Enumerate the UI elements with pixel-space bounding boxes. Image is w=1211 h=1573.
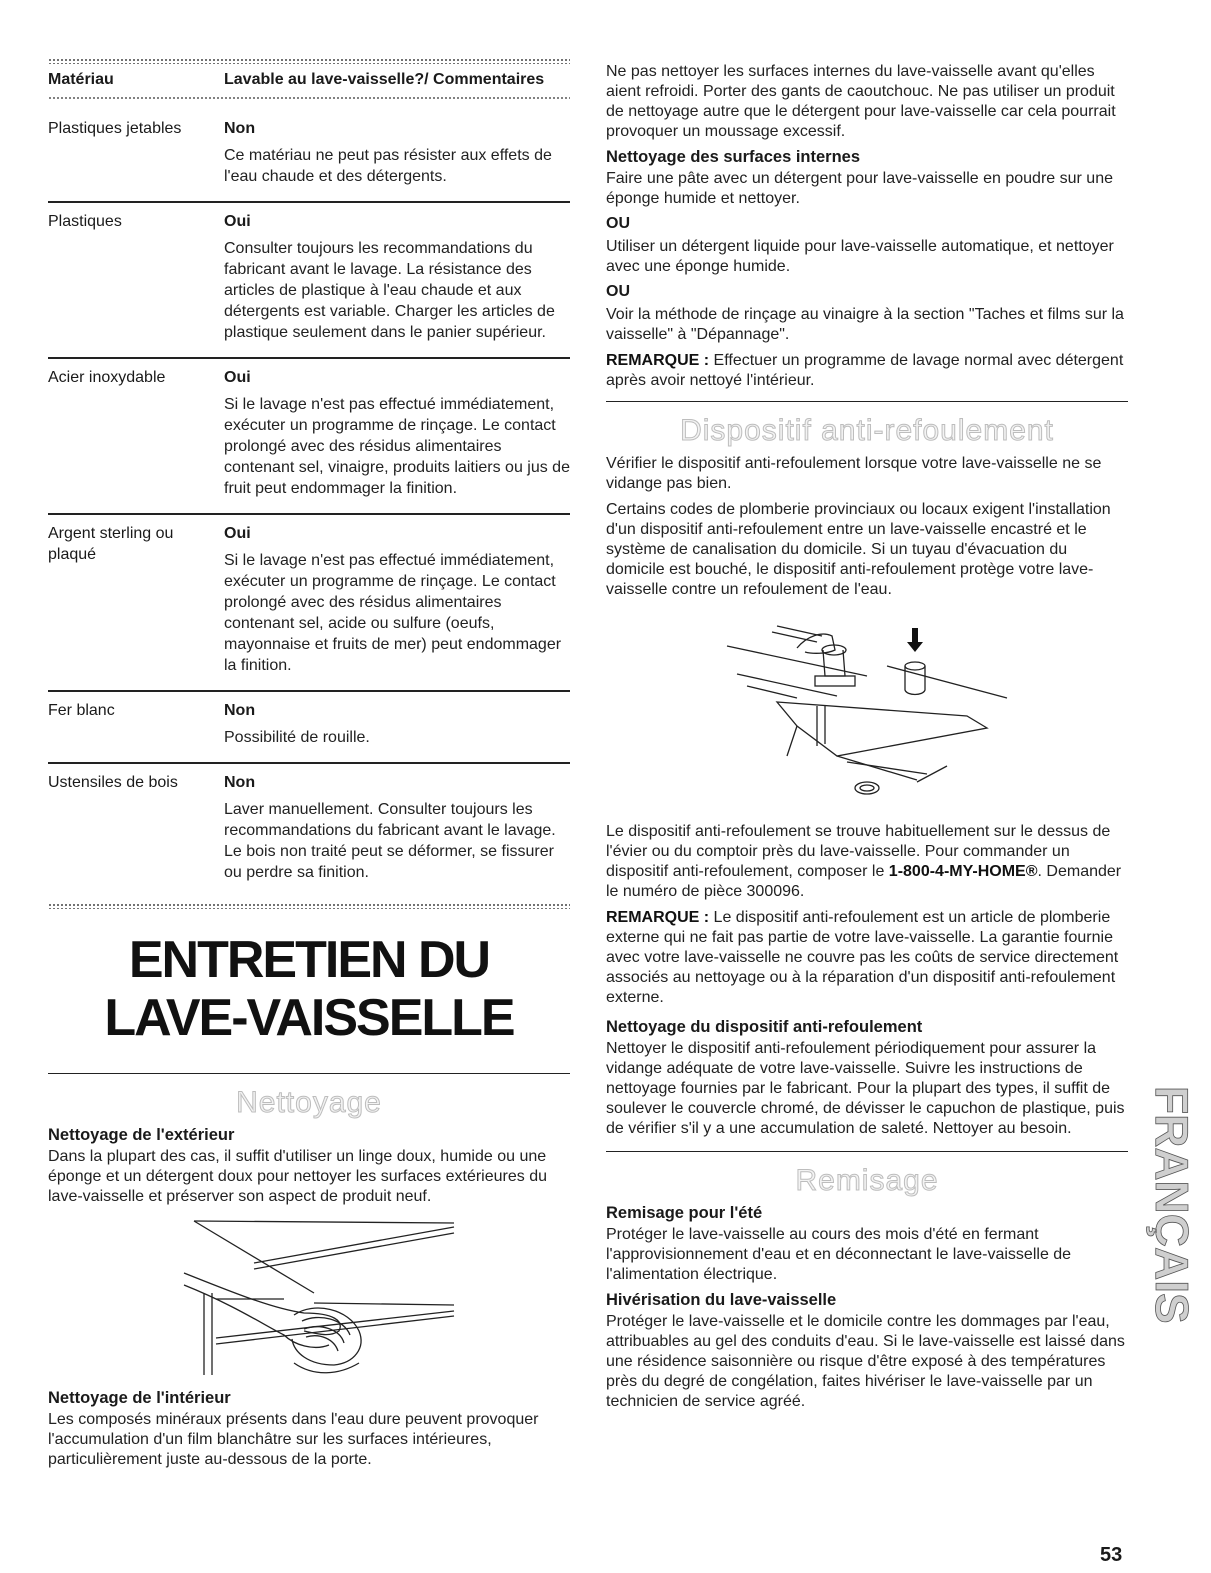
table-top-rule: [48, 58, 570, 64]
internal-surfaces-title: Nettoyage des surfaces internes: [606, 148, 861, 166]
language-side-tab: [1146, 1080, 1198, 1360]
main-title-line1: ENTRETIEN DU: [128, 931, 490, 989]
anti-p3-text: Le dispositif anti-refoulement se trouve habituellement sur le dessus de l'évier ou du comptoir près du lave-vaisselle. Pour commander un dispositif anti-refoulement, composer le: [606, 823, 1111, 880]
anti-refoulement-heading: Dispositif anti-refoulement: [680, 414, 1054, 447]
air-gap-illustration: [717, 606, 1017, 816]
material-cell: Fer blanc: [48, 702, 115, 719]
material-cell: Argent sterling ou plaqué: [48, 525, 174, 563]
table-row: [48, 110, 570, 203]
material-cell: Ustensiles de bois: [48, 774, 178, 791]
note-label: REMARQUE :: [606, 909, 710, 926]
material-cell: Plastiques jetables: [48, 120, 182, 137]
phone-number: 1-800-4-MY-HOME®: [888, 863, 1038, 880]
or-label: OU: [606, 283, 630, 300]
section-divider: [606, 1151, 1128, 1152]
page-number: 53: [1100, 1544, 1123, 1566]
anti-cleaning-text: Nettoyer le dispositif anti-refoulement périodiquement pour assurer la vidange adéquate de votre lave-vaisselle. Suivre les instructions de nettoyage fournies par le fabricant. Pour la plupart des types, il suffit de soulever le couvercle chromé, de dévisser le capuchon de plastique, puis de vérifier s'il y a une accumulation de saleté. Nettoyer au besoin.: [606, 1040, 1125, 1137]
internal-method-2: Utiliser un détergent liquide pour lave-vaisselle automatique, et nettoyer avec une éponge humide.: [606, 238, 1114, 275]
anti-p3-end: . Demander le numéro de pièce 300096.: [606, 863, 1122, 900]
main-title-line2: LAVE-VAISSELLE: [104, 989, 514, 1047]
internal-method-3: Voir la méthode de rinçage au vinaigre à la section "Taches et films sur la vaisselle" à "Dépannage".: [606, 306, 1124, 343]
verdict-cell: Oui: [224, 369, 251, 386]
comment-cell: Laver manuellement. Consulter toujours les recommandations du fabricant avant le lavage. Le bois non traité peut se déformer, se fissurer ou perdre sa finition.: [224, 801, 556, 881]
note-text: Le dispositif anti-refoulement est un article de plomberie externe qui ne fait pas partie de votre lave-vaisselle. La garantie fournie avec votre lave-vaisselle ne couvre pas les coûts de service directement associés au nettoyage ou à la réparation d'un dispositif anti-refoulement externe.: [606, 909, 1119, 1006]
table-row: [48, 764, 570, 897]
verdict-cell: Non: [224, 120, 256, 137]
interior-text: Les composés minéraux présents dans l'eau dure peuvent provoquer l'accumulation d'un film blanchâtre sur les surfaces intérieures, particulièrement juste au-dessous de la porte.: [48, 1411, 539, 1468]
remisage-heading: Remisage: [795, 1164, 939, 1197]
right-column: [606, 62, 1128, 1418]
table-row: [48, 692, 570, 764]
section-divider: [606, 401, 1128, 402]
note-label: REMARQUE :: [606, 352, 710, 369]
note-2: [606, 908, 1128, 1008]
verdict-cell: Oui: [224, 525, 251, 542]
table-row: [48, 203, 570, 359]
anti-p1: Vérifier le dispositif anti-refoulement lorsque votre lave-vaisselle ne se vidange pas bien.: [606, 455, 1102, 492]
table-header-rule: [48, 96, 570, 100]
verdict-cell: Oui: [224, 213, 251, 230]
note-text: Effectuer un programme de lavage normal avec détergent après avoir nettoyé l'intérieur.: [606, 352, 1124, 389]
comment-cell: Consulter toujours les recommandations du fabricant avant le lavage. La résistance des articles de plastique à l'eau chaude et aux détergents est variable. Charger les articles de plastique seulement dans le panier supérieur.: [224, 240, 555, 341]
summer-title: Remisage pour l'été: [606, 1204, 763, 1222]
table-header: [48, 70, 570, 90]
table-row: [48, 515, 570, 692]
or-label: OU: [606, 215, 630, 232]
nettoyage-heading: Nettoyage: [236, 1086, 382, 1119]
left-column: [48, 58, 570, 1476]
table-bottom-rule: [48, 903, 570, 909]
comment-cell: Ce matériau ne peut pas résister aux effets de l'eau chaude et des détergents.: [224, 147, 552, 185]
header-comments: Lavable au lave-vaisselle?/ Commentaires: [224, 71, 545, 88]
caution-text: Ne pas nettoyer les surfaces internes du lave-vaisselle avant qu'elles aient refroidi. Porter des gants de caoutchouc. Ne pas utiliser un produit de nettoyage autre que le détergent pour lave-vaisselle car cela pourrait provoquer un moussage excessif.: [606, 63, 1116, 140]
anti-p3: [606, 822, 1128, 902]
comment-cell: Possibilité de rouille.: [224, 729, 370, 746]
anti-cleaning-title: Nettoyage du dispositif anti-refoulement: [606, 1018, 923, 1036]
section-divider: [48, 1073, 570, 1074]
verdict-cell: Non: [224, 702, 256, 719]
exterior-text: Dans la plupart des cas, il suffit d'utiliser un linge doux, humide ou une éponge et un détergent doux pour nettoyer les surfaces extérieures du lave-vaisselle et préserver son aspect de produit neuf.: [48, 1148, 547, 1205]
verdict-cell: Non: [224, 774, 256, 791]
material-cell: Acier inoxydable: [48, 369, 166, 386]
exterior-title: Nettoyage de l'extérieur: [48, 1126, 235, 1144]
winter-title: Hivérisation du lave-vaisselle: [606, 1291, 837, 1309]
comment-cell: Si le lavage n'est pas effectué immédiatement, exécuter un programme de rinçage. Le contact prolongé avec des résidus alimentaires contenant sel, acide ou sulfure (oeufs, mayonnaise et fruits de mer) peut endommager la finition.: [224, 552, 562, 674]
header-material: Matériau: [48, 71, 114, 88]
material-cell: Plastiques: [48, 213, 122, 230]
wiping-illustration: [144, 1213, 474, 1383]
table-row: [48, 359, 570, 515]
comment-cell: Si le lavage n'est pas effectué immédiatement, exécuter un programme de rinçage. Le contact prolongé avec des résidus alimentaires contenant sel, vinaigre, produits laitiers ou jus de fruit peut endommager la finition.: [224, 396, 570, 497]
internal-method-1: Faire une pâte avec un détergent pour lave-vaisselle en poudre sur une éponge humide et nettoyer.: [606, 170, 1113, 207]
interior-title: Nettoyage de l'intérieur: [48, 1389, 231, 1407]
winter-text: Protéger le lave-vaisselle et le domicile contre les dommages par l'eau, attribuables au gel des conduits d'eau. Si le lave-vaisselle est laissé dans une résidence saisonnière ou risque d'être exposé à des températures près du degré de congélation, faites hivériser le lave-vaisselle par un technicien de service agréé.: [606, 1313, 1125, 1410]
summer-text: Protéger le lave-vaisselle au cours des mois d'été en fermant l'approvisionnement d'eau et en déconnectant le lave-vaisselle de l'alimentation électrique.: [606, 1226, 1072, 1283]
material-table: [48, 110, 570, 897]
note-1: [606, 351, 1128, 391]
main-title: [48, 931, 570, 1047]
anti-p2: Certains codes de plomberie provinciaux ou locaux exigent l'installation d'un dispositif anti-refoulement entre un lave-vaisselle encastré et le système de canalisation du domicile. Si un tuyau d'évacuation du domicile est bouché, le dispositif anti-refoulement protège votre lave-vaisselle contre un refoulement de l'eau.: [606, 501, 1111, 598]
language-tab-label: FRANÇAIS: [1146, 1086, 1198, 1324]
